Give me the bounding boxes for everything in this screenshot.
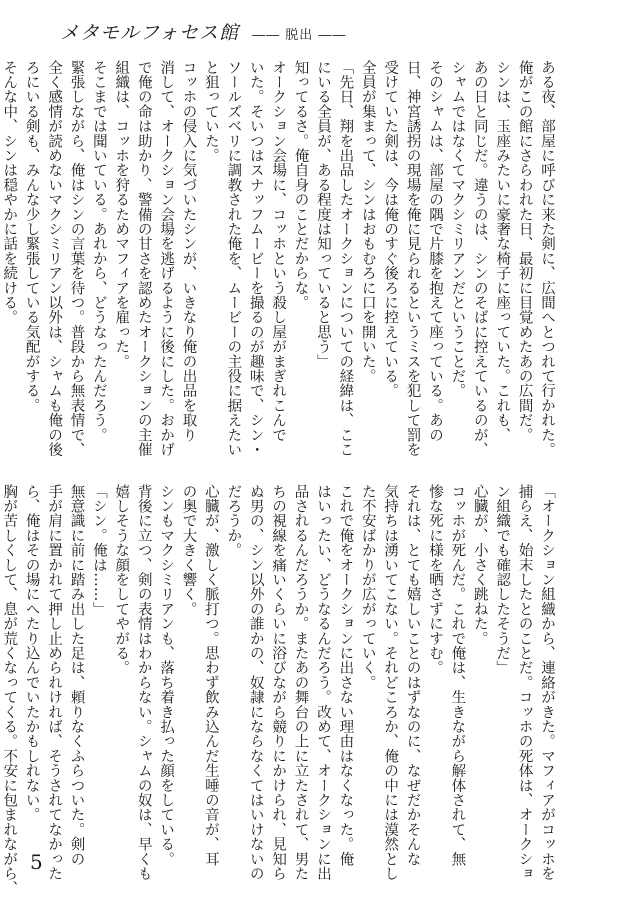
text-line: 全く感情が読めないマクシミリアン以外は、シャムも俺の後 — [46, 60, 63, 457]
text-line: シンもマクシミリアンも、落ち着き払った顔をしている。 — [158, 484, 175, 867]
upper-text-block — [1, 60, 558, 457]
text-line: 全員が集まって、シンはおもむろに口を開いた。 — [359, 60, 376, 384]
page-number: 5 — [30, 850, 43, 874]
text-line: ちの視線を痛いくらいに浴びながら競りにかけられ、見知ら — [270, 484, 287, 881]
header-subtitle: ―― 脱出 ―― — [252, 28, 347, 43]
text-line: ろにいる剣も、みんな少し緊張している気配がする。 — [23, 60, 40, 413]
text-line: ら、俺はその場にへたり込んでいたかもしれない。 — [23, 484, 40, 823]
text-line: それは、とても嬉しいことのはずなのに、なぜだかそんな — [404, 484, 421, 867]
text-line: 捕らえ、始末したとのことだ。コッホの死体は、オークショ — [516, 484, 533, 881]
text-line: コッホの侵入に気づいたシンが、いきなり俺の出品を取り — [180, 60, 197, 443]
text-line: 心臓が、小さく跳ねた。 — [471, 484, 488, 646]
text-line: そのシャムは、部屋の隅で片膝を抱えて座っている。あの — [426, 60, 443, 443]
text-line: 気持ちは湧いてこない。それどころか、俺の中には漠然とし — [382, 484, 399, 881]
text-line: あの日と同じだ。違うのは、シンのそばに控えているのが、 — [471, 60, 488, 457]
text-line: 嬉しそうな顔をしてやがる。 — [113, 484, 130, 676]
text-line: 品されるんだろうか。またあの舞台の上に立たされて、男た — [292, 484, 309, 881]
text-line: 心臓が、激しく脈打つ。思わず飲み込んだ生唾の音が、耳 — [202, 484, 219, 867]
text-line: と狙っていた。 — [202, 60, 219, 163]
text-line: の奥で大きく響く。 — [180, 484, 197, 617]
text-line: 受けていた剣は、今は俺のすぐ後ろに控えている。 — [382, 60, 399, 399]
text-line: 「先日、翔を出品したオークションについての経緯は、ここ — [337, 60, 354, 457]
text-line: 手が肩に置かれて押し止められければ、そうされてなかった — [46, 484, 63, 881]
text-line: た不安ばかりが広がっていく。 — [359, 484, 376, 690]
text-line: ソールズベリに調教された俺を、ムービーの主役に据えたい — [225, 60, 242, 457]
text-line: コッホが死んだ。これで俺は、生きながら解体されて、無 — [449, 484, 466, 867]
header-title: メタモルフォセス館 — [60, 22, 240, 44]
text-line: ある夜、部屋に呼びに来た剣に、広間へとつれて行かれた。 — [539, 60, 555, 457]
text-line: 「オークション組織から、連絡がきた。マフィアがコッホを — [539, 484, 555, 881]
text-line: シンは、玉座みたいに豪奢な椅子に座っていた。これも、 — [494, 60, 511, 443]
text-line: はいったい、どうなるんだろう。改めて、オークションに出 — [314, 484, 331, 881]
text-line: 背後に立つ、剣の表情はわからない。シャムの奴は、早くも — [135, 484, 152, 881]
text-line: いた。そいつはスナッフムービーを撮るのが趣味で、シン・ — [247, 60, 264, 457]
text-line: にいる全員が、ある程度は知っていると思う」 — [314, 60, 331, 369]
text-line: 組織は、コッホを狩るためマフィアを雇った。 — [113, 60, 130, 369]
text-line: シャムではなくてマクシミリアンだということだ。 — [449, 60, 466, 399]
text-line: これで俺をオークションに出さない理由はなくなった。俺 — [337, 484, 354, 867]
text-line: 知ってるさ。俺自身のことだからな。 — [292, 60, 309, 310]
text-line: 日、神宮誘拐の現場を俺に見られるというミスを犯して罰を — [404, 60, 421, 457]
text-line: ン組織でも確認したそうだ」 — [494, 484, 511, 676]
text-line: そんな中、シンは穏やかに話を続ける。 — [1, 60, 18, 325]
text-line: だろうか。 — [225, 484, 242, 558]
text-line: オークション会場に、コッホという殺し屋がまぎれこんで — [270, 60, 287, 443]
text-line: 胸が苦しくして、息が荒くなってくる。不安に包まれながら、 — [1, 484, 18, 896]
lower-text-block — [1, 484, 558, 896]
text-line: 惨な死に様を晒さずにすむ。 — [426, 484, 443, 676]
text-line: ぬ男の、シン以外の誰かの、奴隷にならなくてはいけないの — [247, 484, 264, 881]
text-line: 消して、オークション会場を逃げるように後にした。おかげ — [158, 60, 175, 457]
text-line: そこまでは聞いている。あれから、どうなったんだろう。 — [90, 60, 107, 443]
text-line: 俺がこの館にさらわれた日、最初に目覚めたあの広間だ。 — [516, 60, 533, 443]
text-line: 無意識に前に踏み出した足は、頼りなくふらついた。剣の — [68, 484, 85, 867]
text-line: 緊張しながら、俺はシンの言葉を待つ。普段から無表情で、 — [68, 60, 85, 457]
running-header — [60, 18, 346, 45]
text-line: で俺の命は助かり、警備の甘さを認めたオークションの主催 — [135, 60, 152, 457]
text-line: 「シン。俺は……」 — [90, 484, 107, 617]
